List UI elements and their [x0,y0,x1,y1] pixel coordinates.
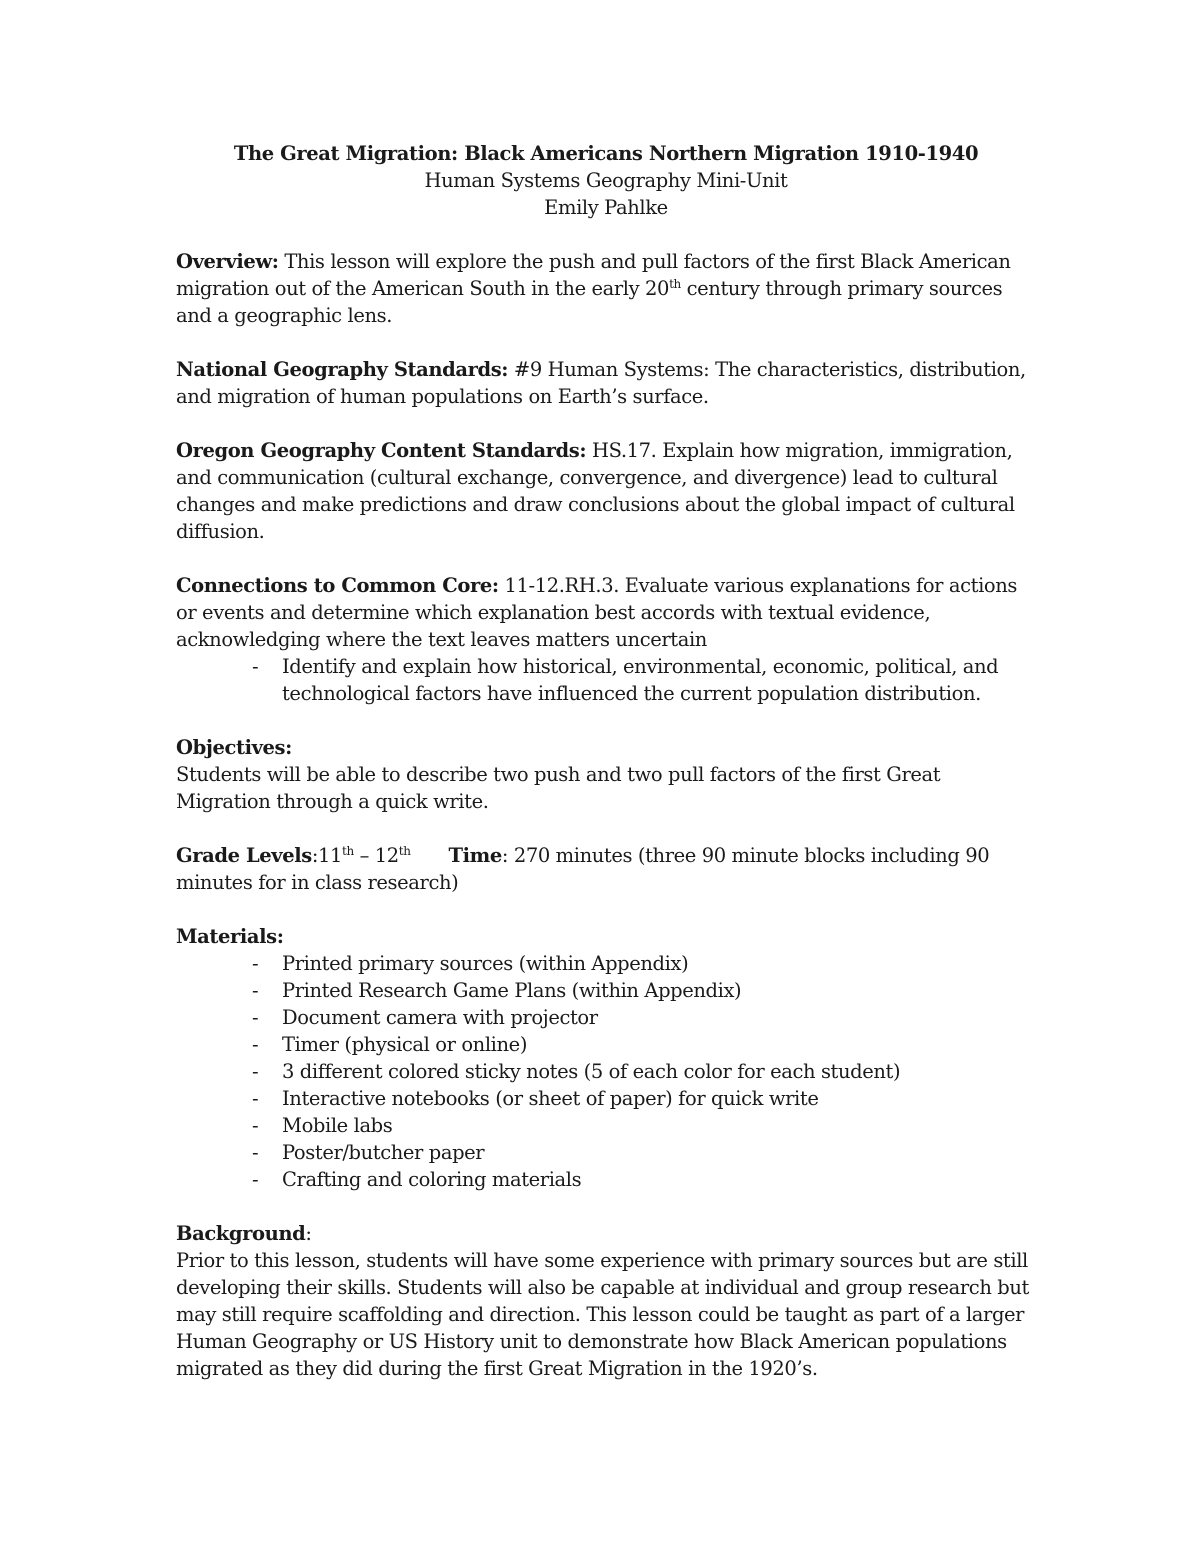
bullet-dash: - [252,1141,259,1164]
background-label: Background [176,1222,306,1245]
bullet-dash: - [252,1087,259,1110]
materials-section [176,923,1036,1193]
bullet-dash: - [252,655,259,678]
list-item [176,977,1036,1004]
list-item [176,1166,1036,1193]
national-standards-section [176,356,1036,410]
bullet-text: Identify and explain how historical, environmental, economic, political, and technological factors have influenced the current population distribution. [282,655,999,705]
document-title: The Great Migration: Black Americans Northern Migration 1910-1940 [233,142,979,165]
material-text: Poster/butcher paper [282,1141,485,1164]
overview-text-1: This lesson will explore the push and pull factors of the first Black American migration out of the American South in the early 20 [176,250,1011,300]
time-label: Time [448,844,502,867]
oregon-standards-label: Oregon Geography Content Standards: [176,439,587,462]
common-core-section [176,572,1036,707]
grade-colon: : [311,844,319,867]
grade-to-sup: th [398,844,411,858]
grade-dash: – [353,844,375,867]
overview-sup: th [669,277,681,291]
list-item [176,653,1036,707]
overview-text-2: century through primary sources and a geographic lens. [176,277,1003,327]
material-text: Crafting and coloring materials [282,1168,582,1191]
bullet-dash: - [252,1006,259,1029]
list-item [176,1085,1036,1112]
background-text: Prior to this lesson, students will have some experience with primary sources but are still developing their skills. Students will also be capable at individual and group research but may still require scaffolding and direction. This lesson could be taught as part of a larger Human Geography or US History unit to demonstrate how Black American populations migrated as they did during the first Great Migration in the 1920’s. [176,1249,1029,1380]
list-item [176,1058,1036,1085]
overview-section [176,248,1036,329]
common-core-label: Connections to Common Core: [176,574,499,597]
materials-label: Materials: [176,925,284,948]
oregon-standards-text: HS.17. Explain how migration, immigration, and communication (cultural exchange, convergence, and divergence) lead to cultural changes and make predictions and draw conclusions about the global impact of cultural diffusion. [176,439,1015,543]
grade-levels-label: Grade Levels [176,844,312,867]
list-item [176,950,1036,977]
grade-from-sup: th [342,844,354,858]
common-core-text: 11-12.RH.3. Evaluate various explanations for actions or events and determine which explanation best accords with textual evidence, acknowledging where the text leaves matters uncertain [176,574,1018,651]
document-author: Emily Pahlke [544,196,668,219]
document-page [176,140,1036,1409]
materials-list [176,950,1036,1193]
objectives-section [176,734,1036,815]
national-standards-label: National Geography Standards: [176,358,509,381]
overview-label: Overview: [176,250,279,273]
material-text: Interactive notebooks (or sheet of paper) for quick write [282,1087,819,1110]
oregon-standards-section [176,437,1036,545]
background-section [176,1220,1036,1382]
objectives-label: Objectives: [176,736,292,759]
bullet-dash: - [252,952,259,975]
grade-to: 12 [374,844,399,867]
national-standards-text: #9 Human Systems: The characteristics, distribution, and migration of human populations on Earth’s surface. [176,358,1026,408]
bullet-dash: - [252,1114,259,1137]
bullet-dash: - [252,1168,259,1191]
common-core-bullets [176,653,1036,707]
background-colon: : [305,1222,312,1245]
objectives-text: Students will be able to describe two push and two pull factors of the first Great Migration through a quick write. [176,763,941,813]
grade-from: 11 [318,844,343,867]
list-item [176,1004,1036,1031]
material-text: Document camera with projector [282,1006,598,1029]
list-item [176,1031,1036,1058]
material-text: 3 different colored sticky notes (5 of each color for each student) [282,1060,901,1083]
document-header [176,140,1036,221]
material-text: Mobile labs [282,1114,393,1137]
grade-time-section [176,842,1036,896]
time-text: : 270 minutes (three 90 minute blocks including 90 minutes for in class research) [176,844,990,894]
bullet-dash: - [252,979,259,1002]
bullet-dash: - [252,1060,259,1083]
list-item [176,1139,1036,1166]
material-text: Printed primary sources (within Appendix) [282,952,689,975]
material-text: Timer (physical or online) [282,1033,528,1056]
document-subtitle: Human Systems Geography Mini-Unit [424,169,788,192]
material-text: Printed Research Game Plans (within Appendix) [282,979,742,1002]
list-item [176,1112,1036,1139]
bullet-dash: - [252,1033,259,1056]
